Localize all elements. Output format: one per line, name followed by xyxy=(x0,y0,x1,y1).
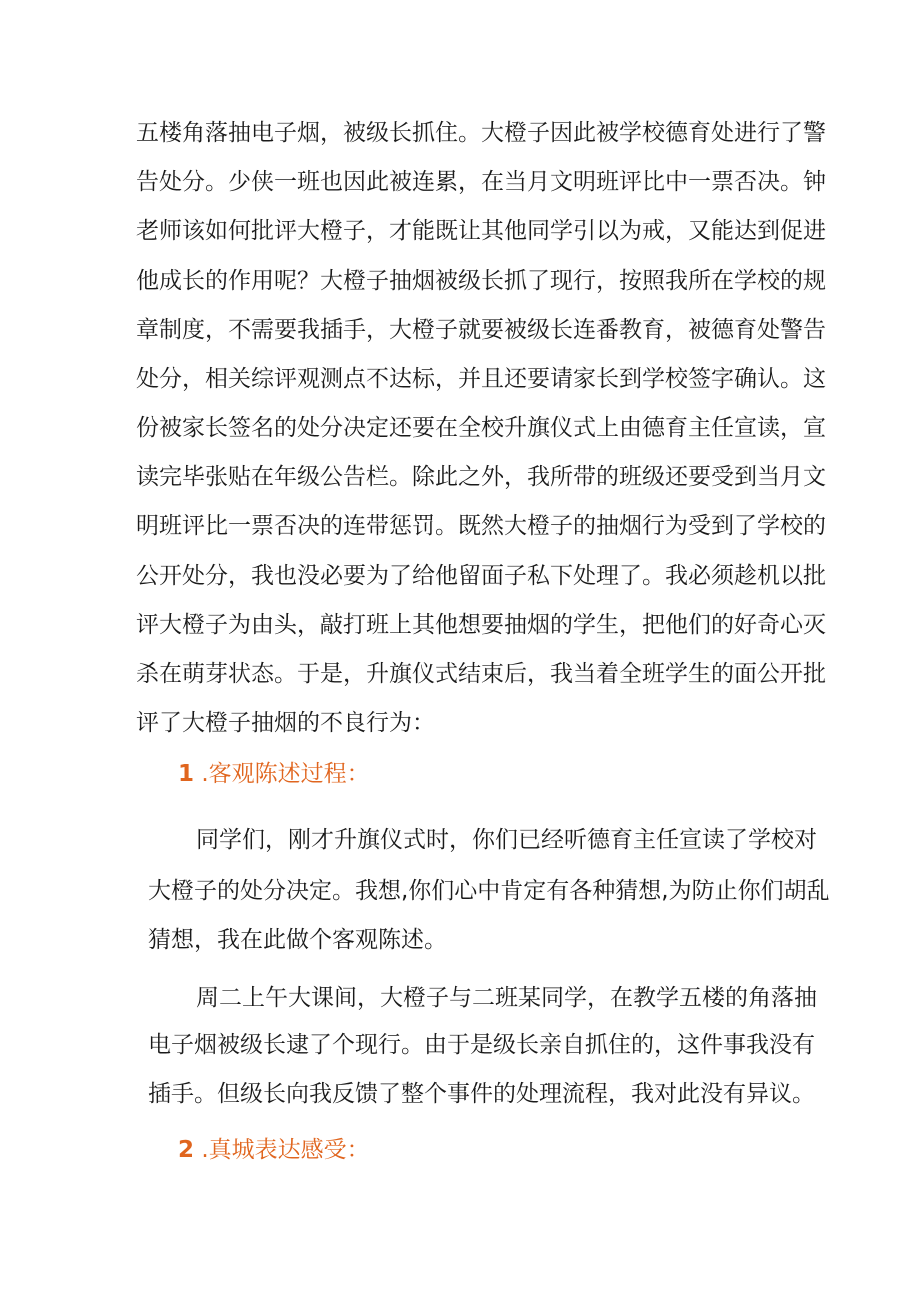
section-heading xyxy=(178,1135,370,1165)
body-line: 同学们，刚才升旗仪式时，你们已经听德育主任宣读了学校对 xyxy=(196,827,817,853)
intro-line: 章制度，不需要我插手，大橙子就要被级长连番教育，被德育处警告 xyxy=(136,317,826,343)
intro-line: 评了大橙子抽烟的不良行为： xyxy=(136,710,435,736)
intro-line: 老师该如何批评大橙子，才能既让其他同学引以为戒，又能达到促进 xyxy=(136,218,826,244)
section-title: .真城表达感受： xyxy=(201,1137,370,1163)
intro-line: 告处分。少侠一班也因此被连累，在当月文明班评比中一票否决。钟 xyxy=(136,169,826,195)
body-line: 猜想，我在此做个客观陈述。 xyxy=(148,927,447,953)
section-heading xyxy=(178,759,370,789)
section-number: 2 xyxy=(178,1137,195,1163)
intro-line: 五楼角落抽电子烟，被级长抓住。大橙子因此被学校德育处进行了警 xyxy=(136,120,826,146)
intro-line: 处分，相关综评观测点不达标，并且还要请家长到学校签字确认。这 xyxy=(136,366,826,392)
intro-line: 公开处分，我也没必要为了给他留面子私下处理了。我必须趁机以批 xyxy=(136,563,826,589)
body-line: 电子烟被级长逮了个现行。由于是级长亲自抓住的，这件事我没有 xyxy=(148,1032,815,1058)
intro-line: 评大橙子为由头，敲打班上其他想要抽烟的学生，把他们的好奇心灭 xyxy=(136,612,826,638)
body-line: 大橙子的处分决定。我想,你们心中肯定有各种猜想,为防止你们胡乱 xyxy=(148,878,830,904)
section-number: 1 xyxy=(178,761,195,787)
body-line: 插手。但级长向我反馈了整个事件的处理流程，我对此没有异议。 xyxy=(148,1081,815,1107)
intro-line: 明班评比一票否决的连带惩罚。既然大橙子的抽烟行为受到了学校的 xyxy=(136,513,826,539)
section-title: .客观陈述过程： xyxy=(201,761,370,787)
intro-line: 读完毕张贴在年级公告栏。除此之外，我所带的班级还要受到当月文 xyxy=(136,464,826,490)
intro-line: 杀在萌芽状态。于是，升旗仪式结束后，我当着全班学生的面公开批 xyxy=(136,661,826,687)
intro-line: 份被家长签名的处分决定还要在全校升旗仪式上由德育主任宣读，宣 xyxy=(136,415,826,441)
body-line: 周二上午大课间，大橙子与二班某同学，在教学五楼的角落抽 xyxy=(196,985,817,1011)
intro-line: 他成长的作用呢？大橙子抽烟被级长抓了现行，按照我所在学校的规 xyxy=(136,268,826,294)
